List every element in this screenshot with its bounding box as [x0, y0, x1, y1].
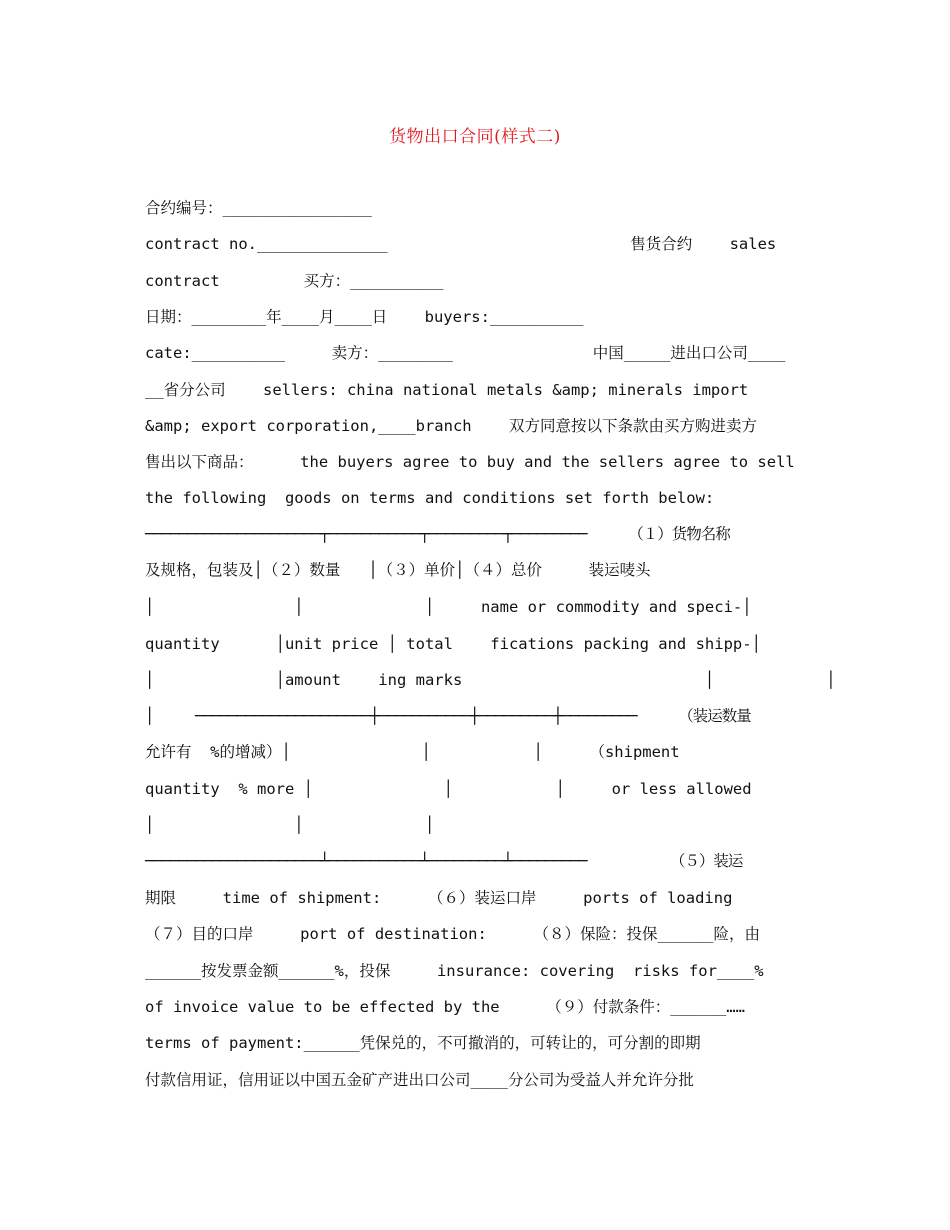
table-row-allowance: 允许有 %的增减）│ │ │ （shipment [145, 743, 680, 761]
line-date-buyers: 日期：________年____月____日 buyers:__________ [145, 308, 584, 326]
line-provincial-branch: __省分公司 sellers: china national metals &amp; minerals import [145, 381, 749, 399]
line-payment-terms: of invoice value to be effected by the （９）付款条件：______…… [145, 998, 745, 1016]
table-row-quantity: quantity │unit price │ total fications packing and shipp-│ [145, 635, 761, 653]
line-buyer: contract 买方：__________ [145, 272, 444, 290]
document-title: 货物出口合同(样式二) [389, 127, 561, 147]
line-contract-no-sales: contract no.______________ 售货合约 sales [145, 235, 777, 253]
table-rule-bottom: ─────────────────────┴───────────┴─────────┴───────── （５）装运 [145, 852, 743, 870]
line-contract-number: 合约编号：________________ [145, 199, 372, 217]
table-row-empty: │ │ │ [145, 816, 435, 834]
line-seller: cate:__________ 卖方：________ 中国_____进出口公司____ [145, 344, 786, 362]
table-row-amount: │ │amount ing marks │ │ [145, 671, 836, 689]
line-goods-agreement: 售出以下商品： the buyers agree to buy and the sellers agree to sell [145, 453, 795, 471]
table-row-commodity: │ │ │ name or commodity and speci-│ [145, 598, 752, 616]
line-terms-below: the following goods on terms and conditions set forth below: [145, 489, 715, 507]
line-destination-insurance: （７）目的口岸 port of destination: （８）保险：投保______险，由 [145, 925, 760, 943]
table-header-row: 及规格，包装及│（２）数量 │（３）单价│（４）总价 装运唛头 [145, 561, 651, 579]
line-export-corporation: &amp; export corporation,____branch 双方同意按以下条款由买方购进卖方 [145, 417, 757, 435]
table-rule-top: ─────────────────────┬───────────┬─────────┬───────── （１）货物名称 [145, 525, 730, 543]
line-time-of-shipment: 期限 time of shipment: （６）装运口岸 ports of loading [145, 889, 733, 907]
table-rule-middle: │ ─────────────────────┼───────────┼─────────┼───────── （装运数量 [145, 707, 751, 725]
line-letter-of-credit: terms of payment:______凭保兑的，不可撤消的，可转让的，可分割的即期 [145, 1034, 701, 1052]
line-beneficiary: 付款信用证，信用证以中国五金矿产进出口公司____分公司为受益人并允许分批 [145, 1071, 694, 1089]
line-insurance-amount: ______按发票金额______%，投保 insurance: covering risks for____% [145, 962, 764, 980]
table-row-more-less: quantity % more │ │ │ or less allowed [145, 780, 752, 798]
